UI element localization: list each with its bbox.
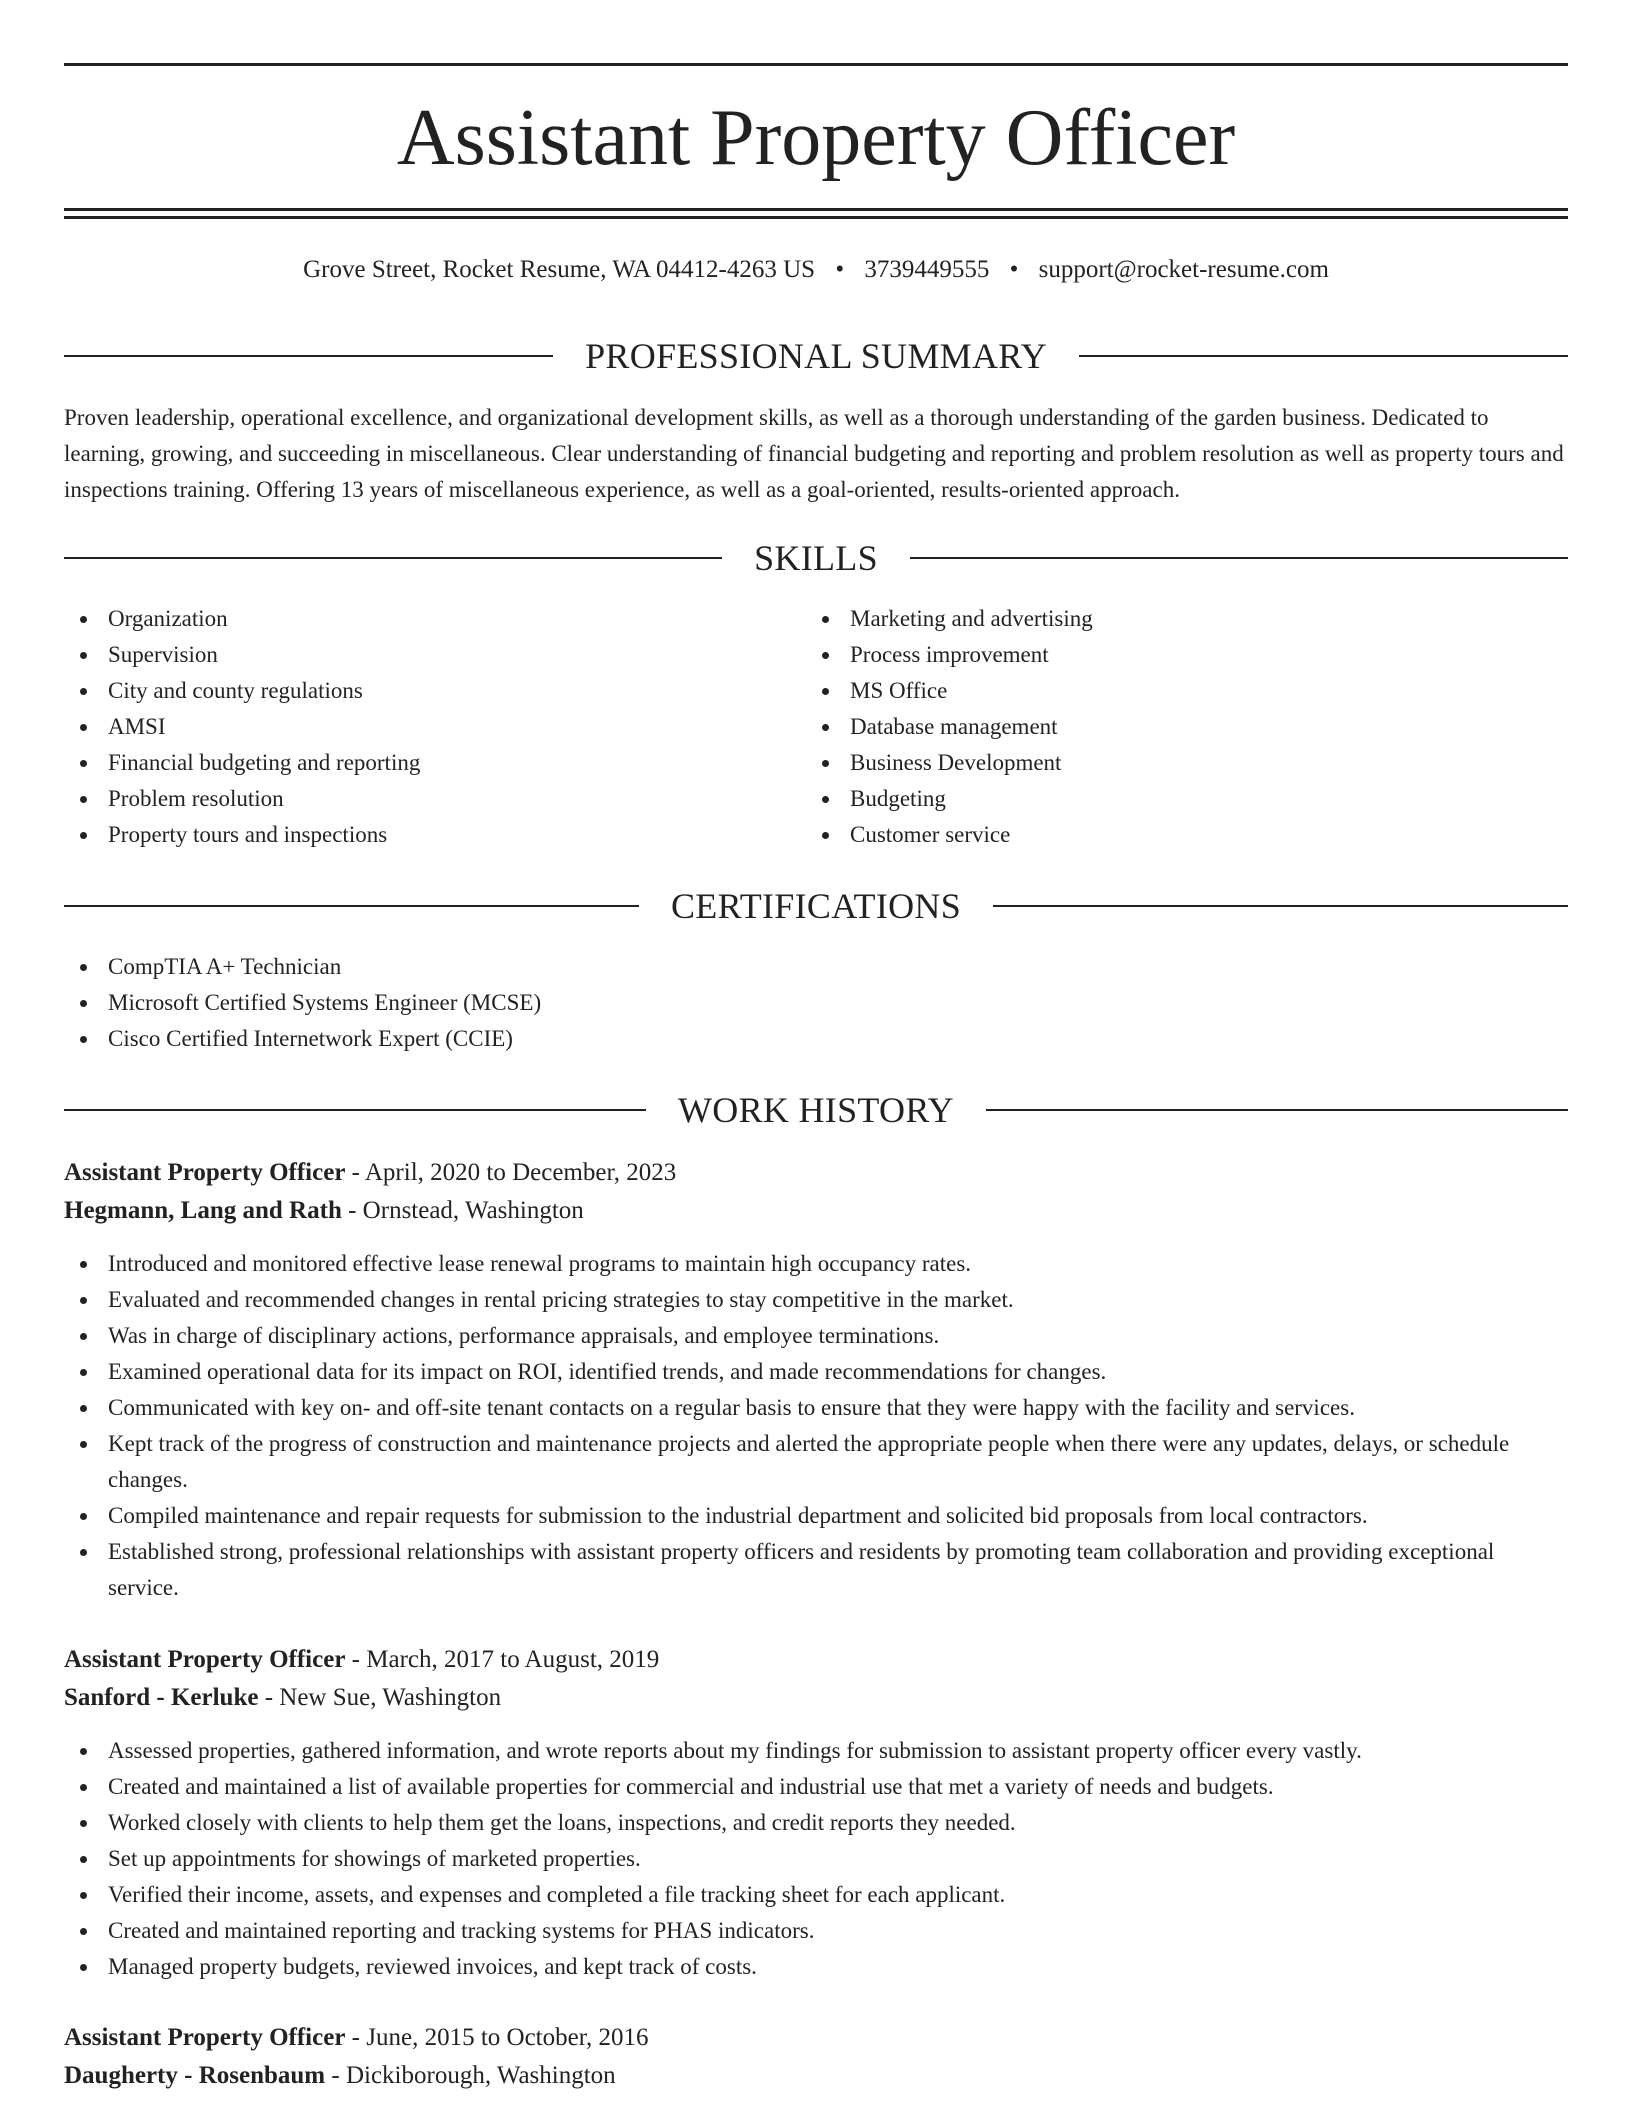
job-duty: Managed property budgets, reviewed invoices, and kept track of costs. — [64, 1949, 1568, 1985]
job-company-line — [64, 1679, 1568, 1717]
job-duty: Set up appointments for showings of marketed properties. — [64, 1841, 1568, 1877]
skill-item: City and county regulations — [64, 673, 804, 709]
certifications-list — [64, 949, 1568, 1057]
job-company: Daugherty - Rosenbaum — [64, 2062, 326, 2089]
skill-item: Problem resolution — [64, 781, 804, 817]
skill-item: MS Office — [806, 673, 1546, 709]
job-duty: Created and maintained reporting and tracking systems for PHAS indicators. — [64, 1913, 1568, 1949]
resume-name: Assistant Property Officer — [396, 94, 1236, 182]
job-duties-list — [64, 1246, 1568, 1606]
separator-dot: • — [1009, 256, 1019, 283]
double-rule — [64, 208, 1568, 219]
certification-item: CompTIA A+ Technician — [64, 949, 1568, 985]
contact-line — [64, 253, 1568, 287]
divider-line — [993, 905, 1568, 907]
job-title: Assistant Property Officer — [64, 1646, 346, 1673]
divider-line — [64, 905, 639, 907]
job-duty: Evaluated and recommended changes in rental pricing strategies to stay competitive in the market. — [64, 1282, 1568, 1318]
certification-item: Microsoft Certified Systems Engineer (MCSE) — [64, 985, 1568, 1021]
skill-item: Budgeting — [806, 781, 1546, 817]
address: Grove Street, Rocket Resume, WA 04412-4263 US — [303, 256, 816, 283]
job-company: Hegmann, Lang and Rath — [64, 1197, 342, 1224]
skills-list-right — [806, 601, 1546, 853]
skill-item: Customer service — [806, 817, 1546, 853]
job-entry — [64, 1641, 1568, 1985]
skill-item: Supervision — [64, 637, 804, 673]
skill-item: Marketing and advertising — [806, 601, 1546, 637]
job-duty: Kept track of the progress of construction and maintenance projects and alerted the appropriate people when there were any updates, delays, or schedule changes. — [64, 1426, 1568, 1498]
skill-item: AMSI — [64, 709, 804, 745]
job-title-line — [64, 1641, 1568, 1679]
section-title: PROFESSIONAL SUMMARY — [585, 336, 1047, 376]
job-dates: - April, 2020 to December, 2023 — [345, 1159, 677, 1186]
job-entry — [64, 1154, 1568, 1606]
separator-dot: • — [835, 256, 845, 283]
skill-item: Organization — [64, 601, 804, 637]
job-duty: Worked closely with clients to help them get the loans, inspections, and credit reports they needed. — [64, 1805, 1568, 1841]
summary-text: Proven leadership, operational excellence, and organizational development skills, as well as a thorough understanding of the garden business. Dedicated to learning, growing, and succeeding in miscellaneous. Clear understanding of financial budgeting and reporting and problem resolution as well as property tours and inspections training. Offering 13 years of miscellaneous experience, as well as a goal-oriented, results-oriented approach. — [64, 405, 1564, 502]
job-title: Assistant Property Officer — [64, 2024, 346, 2051]
job-company: Sanford - Kerluke — [64, 1684, 259, 1711]
divider-line — [1079, 355, 1568, 357]
top-rule — [64, 63, 1568, 66]
job-duty: Was in charge of disciplinary actions, performance appraisals, and employee terminations. — [64, 1318, 1568, 1354]
job-company-line — [64, 1192, 1568, 1230]
section-title: SKILLS — [754, 538, 878, 578]
divider-line — [64, 355, 553, 357]
work-history-heading — [64, 1088, 1568, 1132]
job-duty: Verified their income, assets, and expenses and completed a file tracking sheet for each applicant. — [64, 1877, 1568, 1913]
job-duty: Compiled maintenance and repair requests for submission to the industrial department and solicited bid proposals from local contractors. — [64, 1498, 1568, 1534]
skill-item: Database management — [806, 709, 1546, 745]
divider-line — [64, 557, 722, 559]
job-dates: - June, 2015 to October, 2016 — [345, 2024, 649, 2051]
skill-item: Process improvement — [806, 637, 1546, 673]
job-location: - Ornstead, Washington — [341, 1197, 584, 1224]
divider-line — [64, 1109, 646, 1111]
certifications-heading — [64, 884, 1568, 928]
job-title-line — [64, 2019, 1568, 2057]
job-dates: - March, 2017 to August, 2019 — [345, 1646, 660, 1673]
job-location: - Dickiborough, Washington — [325, 2062, 616, 2089]
job-duties-list — [64, 1733, 1568, 1985]
divider-line — [986, 1109, 1568, 1111]
skills-list-left — [64, 601, 804, 853]
job-title: Assistant Property Officer — [64, 1159, 346, 1186]
job-location: - New Sue, Washington — [258, 1684, 502, 1711]
job-duty: Created and maintained a list of available properties for commercial and industrial use that met a variety of needs and budgets. — [64, 1769, 1568, 1805]
skill-item: Business Development — [806, 745, 1546, 781]
job-entry — [64, 2019, 1568, 2095]
job-duty: Examined operational data for its impact on ROI, identified trends, and made recommendations for changes. — [64, 1354, 1568, 1390]
job-duty: Introduced and monitored effective lease renewal programs to maintain high occupancy rates. — [64, 1246, 1568, 1282]
email: support@rocket-resume.com — [1038, 256, 1329, 283]
job-company-line — [64, 2057, 1568, 2095]
skill-item: Financial budgeting and reporting — [64, 745, 804, 781]
section-title: CERTIFICATIONS — [670, 886, 962, 926]
certification-item: Cisco Certified Internetwork Expert (CCIE) — [64, 1021, 1568, 1057]
job-duty: Communicated with key on- and off-site tenant contacts on a regular basis to ensure that they were happy with the facility and services. — [64, 1390, 1568, 1426]
divider-line — [910, 557, 1568, 559]
phone: 3739449555 — [864, 256, 990, 283]
job-duty: Assessed properties, gathered information, and wrote reports about my findings for submission to assistant property officer every vastly. — [64, 1733, 1568, 1769]
summary-heading — [64, 334, 1568, 378]
section-title: WORK HISTORY — [678, 1090, 954, 1130]
skills-heading — [64, 536, 1568, 580]
job-duty: Established strong, professional relationships with assistant property officers and residents by promoting team collaboration and providing exceptional service. — [64, 1534, 1568, 1606]
job-title-line — [64, 1154, 1568, 1192]
skill-item: Property tours and inspections — [64, 817, 804, 853]
